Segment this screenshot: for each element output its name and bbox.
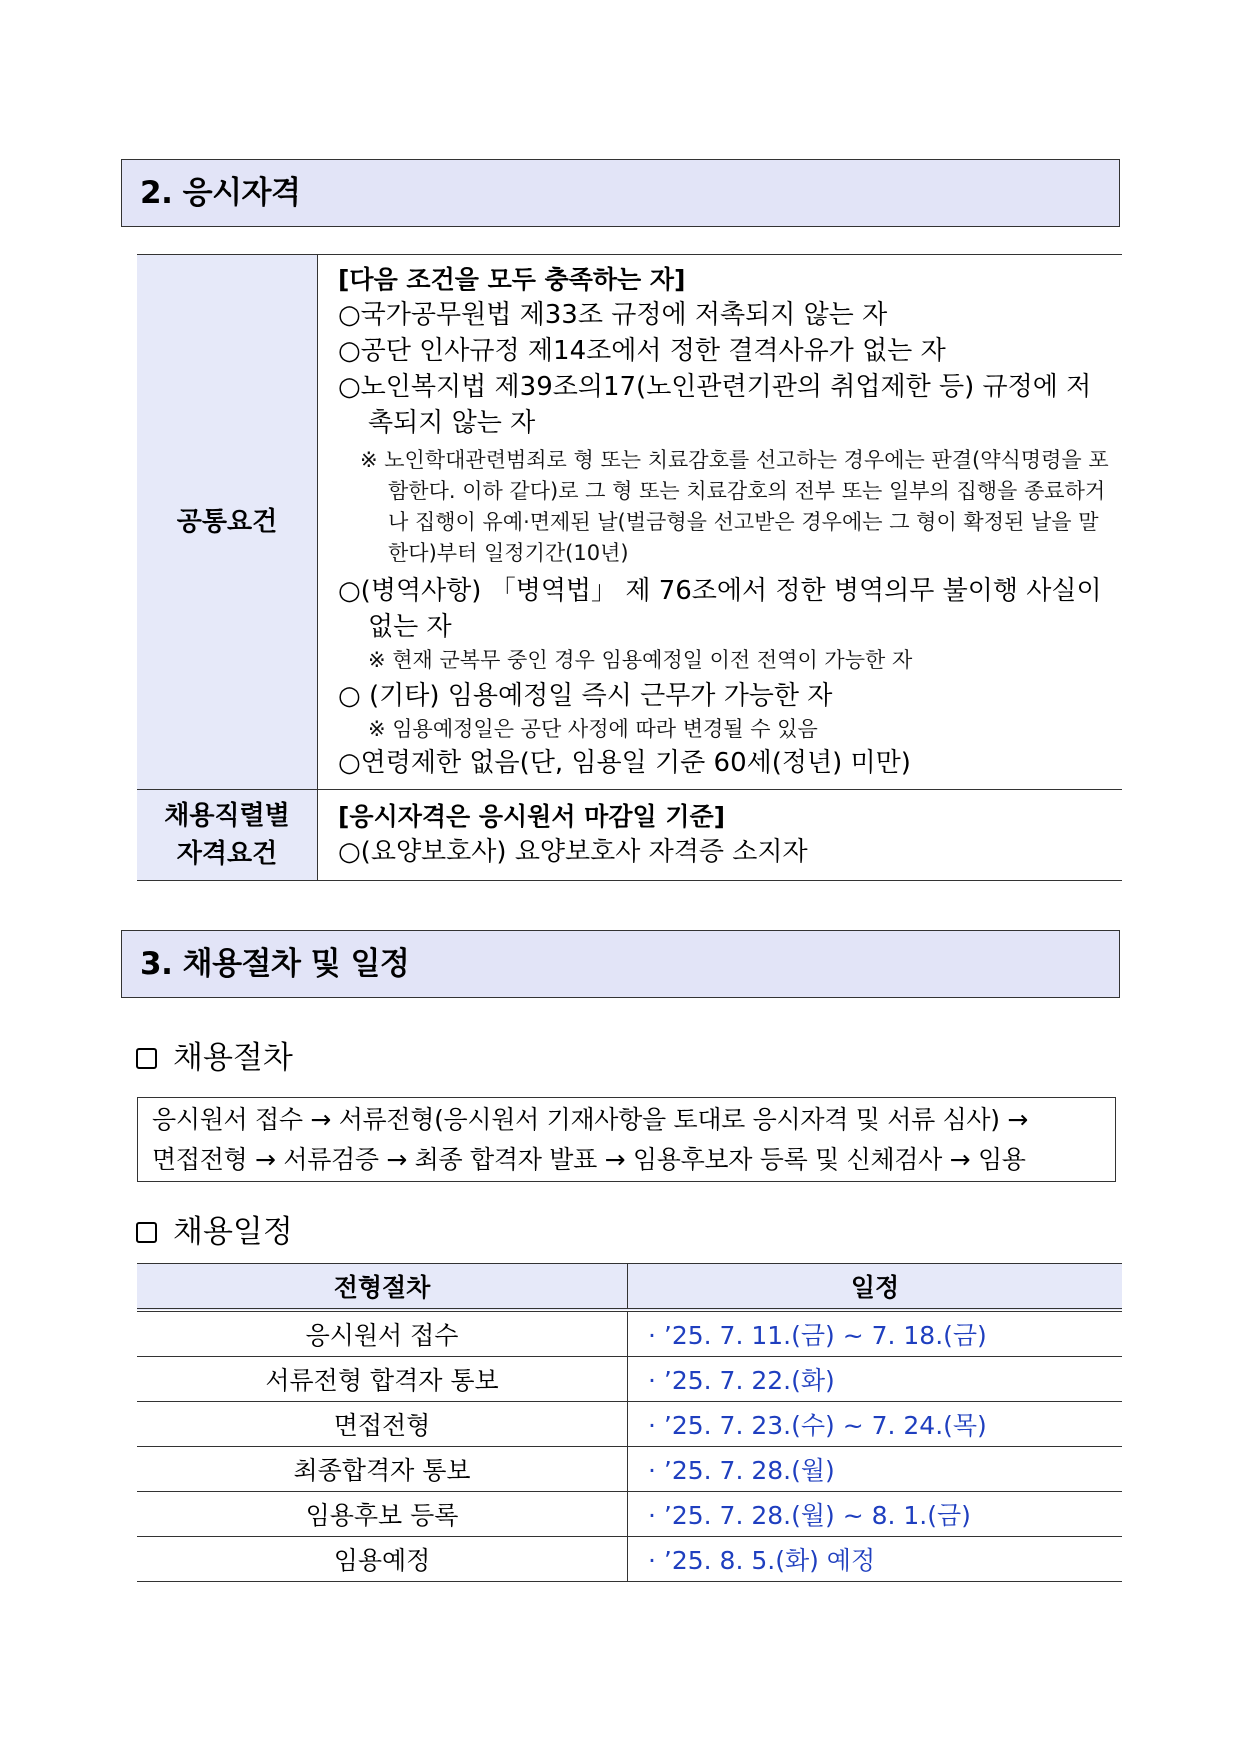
schedule-subtitle bbox=[136, 1212, 293, 1252]
job-label-line: 자격요건 bbox=[176, 839, 278, 869]
procedure-box bbox=[137, 1097, 1116, 1182]
common-item: ○연령제한 없음(단, 임용일 기준 60세(정년) 미만) bbox=[338, 748, 911, 778]
schedule-header-row bbox=[137, 1264, 1122, 1311]
schedule-subtitle-text: 채용일정 bbox=[173, 1214, 293, 1250]
job-label-line: 채용직렬별 bbox=[164, 801, 290, 831]
common-requirements-content bbox=[318, 255, 1123, 790]
job-requirements-content bbox=[318, 790, 1123, 881]
checkbox-square-icon bbox=[136, 1048, 157, 1069]
section-2-title: 2. 응시자격 bbox=[140, 175, 301, 211]
job-requirements-label bbox=[137, 790, 318, 881]
schedule-step: 응시원서 접수 bbox=[137, 1310, 628, 1357]
procedure-subtitle-text: 채용절차 bbox=[173, 1040, 293, 1076]
section-3-title: 3. 채용절차 및 일정 bbox=[140, 946, 410, 982]
checkbox-square-icon bbox=[136, 1222, 157, 1243]
eligibility-table bbox=[137, 254, 1122, 881]
table-row bbox=[137, 1447, 1122, 1492]
section-3-header bbox=[121, 930, 1120, 998]
table-row bbox=[137, 1537, 1122, 1582]
common-requirements-row bbox=[137, 255, 1122, 790]
procedure-line: 면접전형 → 서류검증 → 최종 합격자 발표 → 임용후보자 등록 및 신체검사 → 임용 bbox=[152, 1145, 1026, 1174]
common-note: ※ 노인학대관련범죄로 형 또는 치료감호를 선고하는 경우에는 판결(약식명령을 포함한다. 이하 같다)로 그 형 또는 치료감호의 전부 또는 일부의 집행을 종료하거나 집행이 유예·면제된 날(벌금형을 선고받은 경우에는 그 형이 확정된 날을 말한다)부터 일정기간(10년) bbox=[360, 448, 1109, 565]
common-note: ※ 임용예정일은 공단 사정에 따라 변경될 수 있음 bbox=[368, 717, 818, 741]
schedule-header-date: 일정 bbox=[628, 1264, 1123, 1311]
schedule-step: 면접전형 bbox=[137, 1402, 628, 1447]
table-row bbox=[137, 1310, 1122, 1357]
schedule-date: · ’25. 7. 11.(금) ~ 7. 18.(금) bbox=[628, 1310, 1123, 1357]
schedule-date: · ’25. 7. 28.(월) ~ 8. 1.(금) bbox=[628, 1492, 1123, 1537]
job-heading: [응시자격은 응시원서 마감일 기준] bbox=[338, 802, 726, 831]
schedule-step: 임용예정 bbox=[137, 1537, 628, 1582]
common-item: ○(병역사항) 「병역법」 제 76조에서 정한 병역의무 불이행 사실이 없는 자 bbox=[338, 576, 1102, 642]
schedule-date: · ’25. 8. 5.(화) 예정 bbox=[628, 1537, 1123, 1582]
schedule-step: 서류전형 합격자 통보 bbox=[137, 1357, 628, 1402]
job-item: ○(요양보호사) 요양보호사 자격증 소지자 bbox=[338, 837, 808, 867]
schedule-date: · ’25. 7. 22.(화) bbox=[628, 1357, 1123, 1402]
table-row bbox=[137, 1492, 1122, 1537]
common-item: ○노인복지법 제39조의17(노인관련기관의 취업제한 등) 규정에 저촉되지 않는 자 bbox=[338, 372, 1092, 438]
schedule-date: · ’25. 7. 23.(수) ~ 7. 24.(목) bbox=[628, 1402, 1123, 1447]
table-row bbox=[137, 1402, 1122, 1447]
schedule-table bbox=[137, 1263, 1122, 1582]
schedule-date: · ’25. 7. 28.(월) bbox=[628, 1447, 1123, 1492]
table-row bbox=[137, 1357, 1122, 1402]
schedule-header-step: 전형절차 bbox=[137, 1264, 628, 1311]
job-requirements-row bbox=[137, 790, 1122, 881]
procedure-subtitle bbox=[136, 1038, 293, 1078]
procedure-line: 응시원서 접수 → 서류전형(응시원서 기재사항을 토대로 응시자격 및 서류 심사) → bbox=[152, 1105, 1029, 1134]
common-item: ○ (기타) 임용예정일 즉시 근무가 가능한 자 bbox=[338, 681, 833, 711]
common-heading: [다음 조건을 모두 충족하는 자] bbox=[338, 265, 686, 294]
section-2-header bbox=[121, 159, 1120, 227]
schedule-step: 최종합격자 통보 bbox=[137, 1447, 628, 1492]
schedule-step: 임용후보 등록 bbox=[137, 1492, 628, 1537]
common-note: ※ 현재 군복무 중인 경우 임용예정일 이전 전역이 가능한 자 bbox=[368, 648, 913, 672]
common-item: ○공단 인사규정 제14조에서 정한 결격사유가 없는 자 bbox=[338, 336, 946, 366]
common-item: ○국가공무원법 제33조 규정에 저촉되지 않는 자 bbox=[338, 300, 888, 330]
common-requirements-label: 공통요건 bbox=[137, 255, 318, 790]
